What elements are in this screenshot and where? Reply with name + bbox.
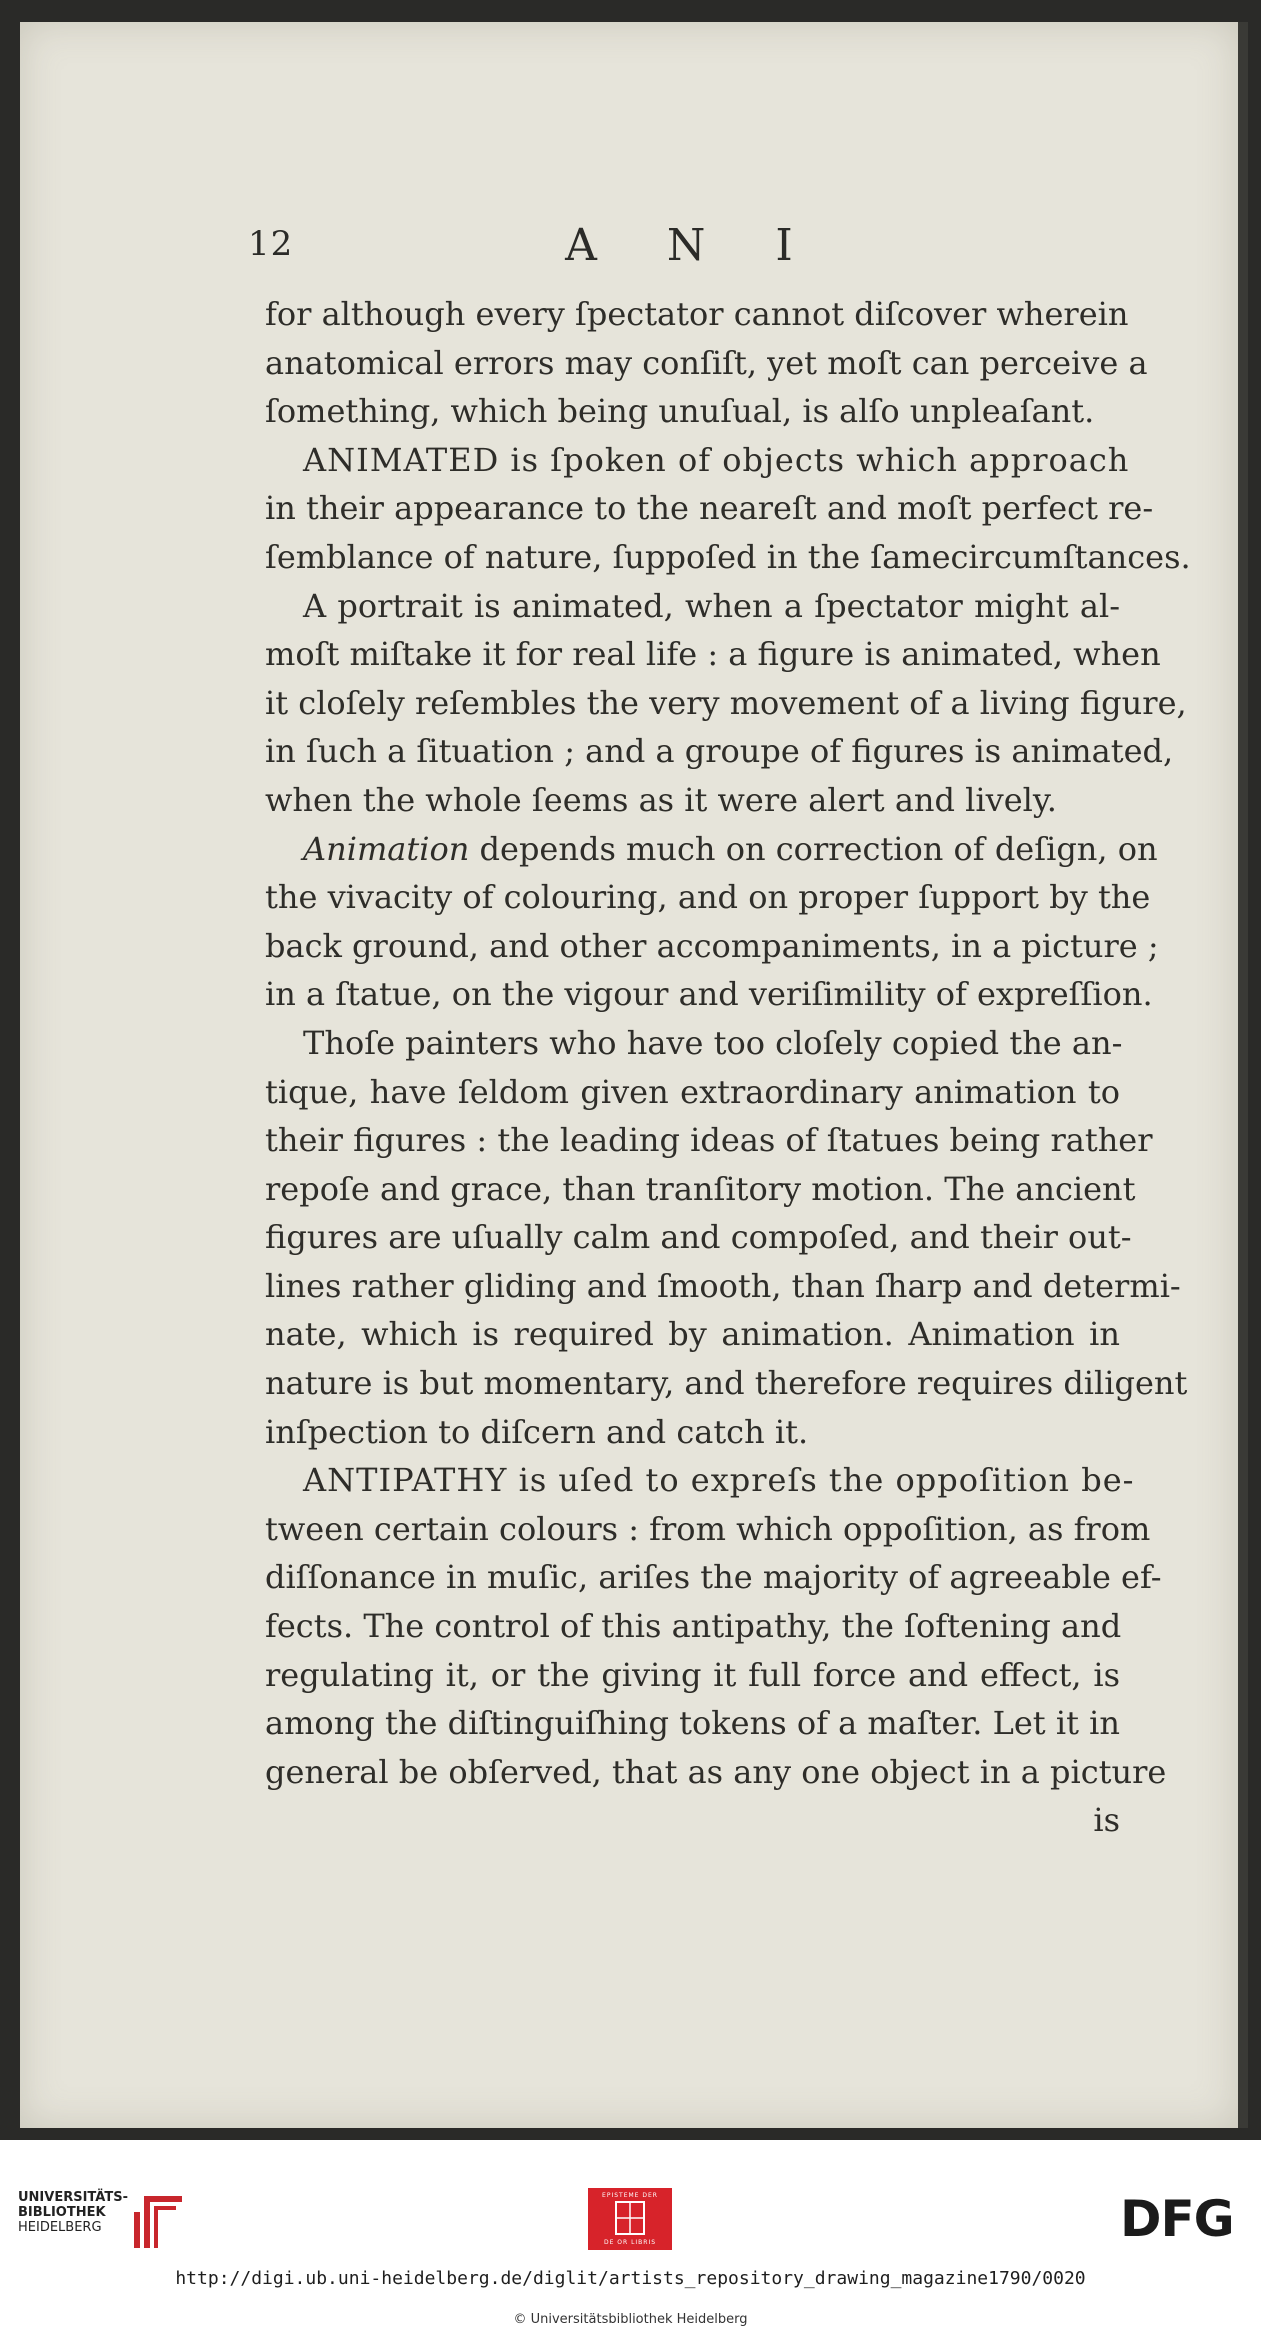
- emblem-caption-bottom: DE OR LIBRIS: [603, 2239, 657, 2246]
- italic-lead-word: Animation: [303, 829, 470, 868]
- library-name: [18, 2190, 128, 2235]
- text-line: A portrait is animated, when a ſpectator might al-: [303, 586, 1120, 625]
- text-line: inſpection to diſcern and catch it.: [265, 1412, 809, 1451]
- text-line: when the whole ſeems as it were alert and lively.: [265, 780, 1057, 819]
- body-text: [265, 290, 1191, 1845]
- text-line-rest: depends much on correction of deſign, on: [479, 829, 1158, 868]
- text-line: their figures : the leading ideas of ſtatues being rather: [265, 1121, 1153, 1160]
- text-line: back ground, and other accompaniments, in a picture ;: [265, 926, 1159, 965]
- library-name-line: UNIVERSITÄTS-: [18, 2190, 128, 2205]
- running-head: [248, 220, 1118, 280]
- permalink[interactable]: http://digi.ub.uni-heidelberg.de/diglit/artists_repository_drawing_magazine1790/0020: [175, 2268, 1086, 2289]
- text-line: tique, have ſeldom given extraordinary animation to: [265, 1072, 1120, 1111]
- viewer-footer: [0, 2140, 1261, 2338]
- copyright-notice: © Universitätsbibliothek Heidelberg: [513, 2312, 748, 2327]
- catchword: is: [1093, 1801, 1120, 1840]
- text-line: diſſonance in muſic, ariſes the majority of agreeable ef-: [265, 1558, 1162, 1597]
- text-line: anatomical errors may conſiſt, yet moſt can perceive a: [265, 343, 1148, 382]
- heidelberg-emblem[interactable]: [588, 2188, 672, 2250]
- text-line: in their appearance to the neareſt and moſt perfect re-: [265, 489, 1154, 528]
- text-line: nature is but momentary, and therefore requires diligent: [265, 1364, 1188, 1403]
- text-line: nate, which is required by animation. Animation in: [265, 1315, 1120, 1354]
- text-line: ANTIPATHY is uſed to expreſs the oppoſition be-: [303, 1461, 1135, 1500]
- text-line: [265, 825, 1158, 874]
- library-name-line: HEIDELBERG: [18, 2220, 102, 2235]
- dfg-logo[interactable]: DFG: [1120, 2190, 1234, 2248]
- text-line: ſemblance of nature, ſuppoſed in the ſamecircumſtances.: [265, 537, 1191, 576]
- text-line: among the diſtinguiſhing tokens of a maſter. Let it in: [265, 1704, 1120, 1743]
- text-line: ſomething, which being unuſual, is alſo unpleaſant.: [265, 392, 1095, 431]
- emblem-caption-top: EPISTEME DER: [602, 2192, 658, 2199]
- text-line: the vivacity of colouring, and on proper ſupport by the: [265, 878, 1151, 917]
- text-line: tween certain colours : from which oppoſition, as from: [265, 1509, 1151, 1548]
- library-mark-icon: [130, 2192, 188, 2252]
- text-line: moſt miſtake it for real life : a figure is animated, when: [265, 635, 1161, 674]
- text-line: regulating it, or the giving it full force and effect, is: [265, 1655, 1120, 1694]
- text-line: for although every ſpectator cannot diſcover wherein: [265, 295, 1129, 333]
- text-line: general be obſerved, that as any one object in a picture: [265, 1752, 1167, 1791]
- text-line: Thoſe painters who have too cloſely copied the an-: [303, 1023, 1123, 1062]
- library-logo[interactable]: [18, 2190, 178, 2260]
- text-line: in a ſtatue, on the vigour and veriſimility of expreſſion.: [265, 975, 1153, 1014]
- page-number: 12: [248, 224, 294, 264]
- library-name-line: BIBLIOTHEK: [18, 2205, 106, 2220]
- text-line: ANIMATED is ſpoken of objects which approach: [303, 440, 1130, 479]
- text-line: fects. The control of this antipathy, the ſoftening and: [265, 1607, 1122, 1646]
- text-line: in ſuch a ſituation ; and a groupe of figures is animated,: [265, 732, 1174, 771]
- text-line: lines rather gliding and ſmooth, than ſharp and determi-: [265, 1266, 1181, 1305]
- text-line: it cloſely reſembles the very movement of a living figure,: [265, 683, 1187, 722]
- running-head-title: A N I: [565, 220, 821, 271]
- text-line: figures are uſually calm and compoſed, and their out-: [265, 1218, 1132, 1257]
- text-line: repoſe and grace, than tranſitory motion. The ancient: [265, 1169, 1136, 1208]
- page-edge-shadow: [1238, 22, 1248, 2128]
